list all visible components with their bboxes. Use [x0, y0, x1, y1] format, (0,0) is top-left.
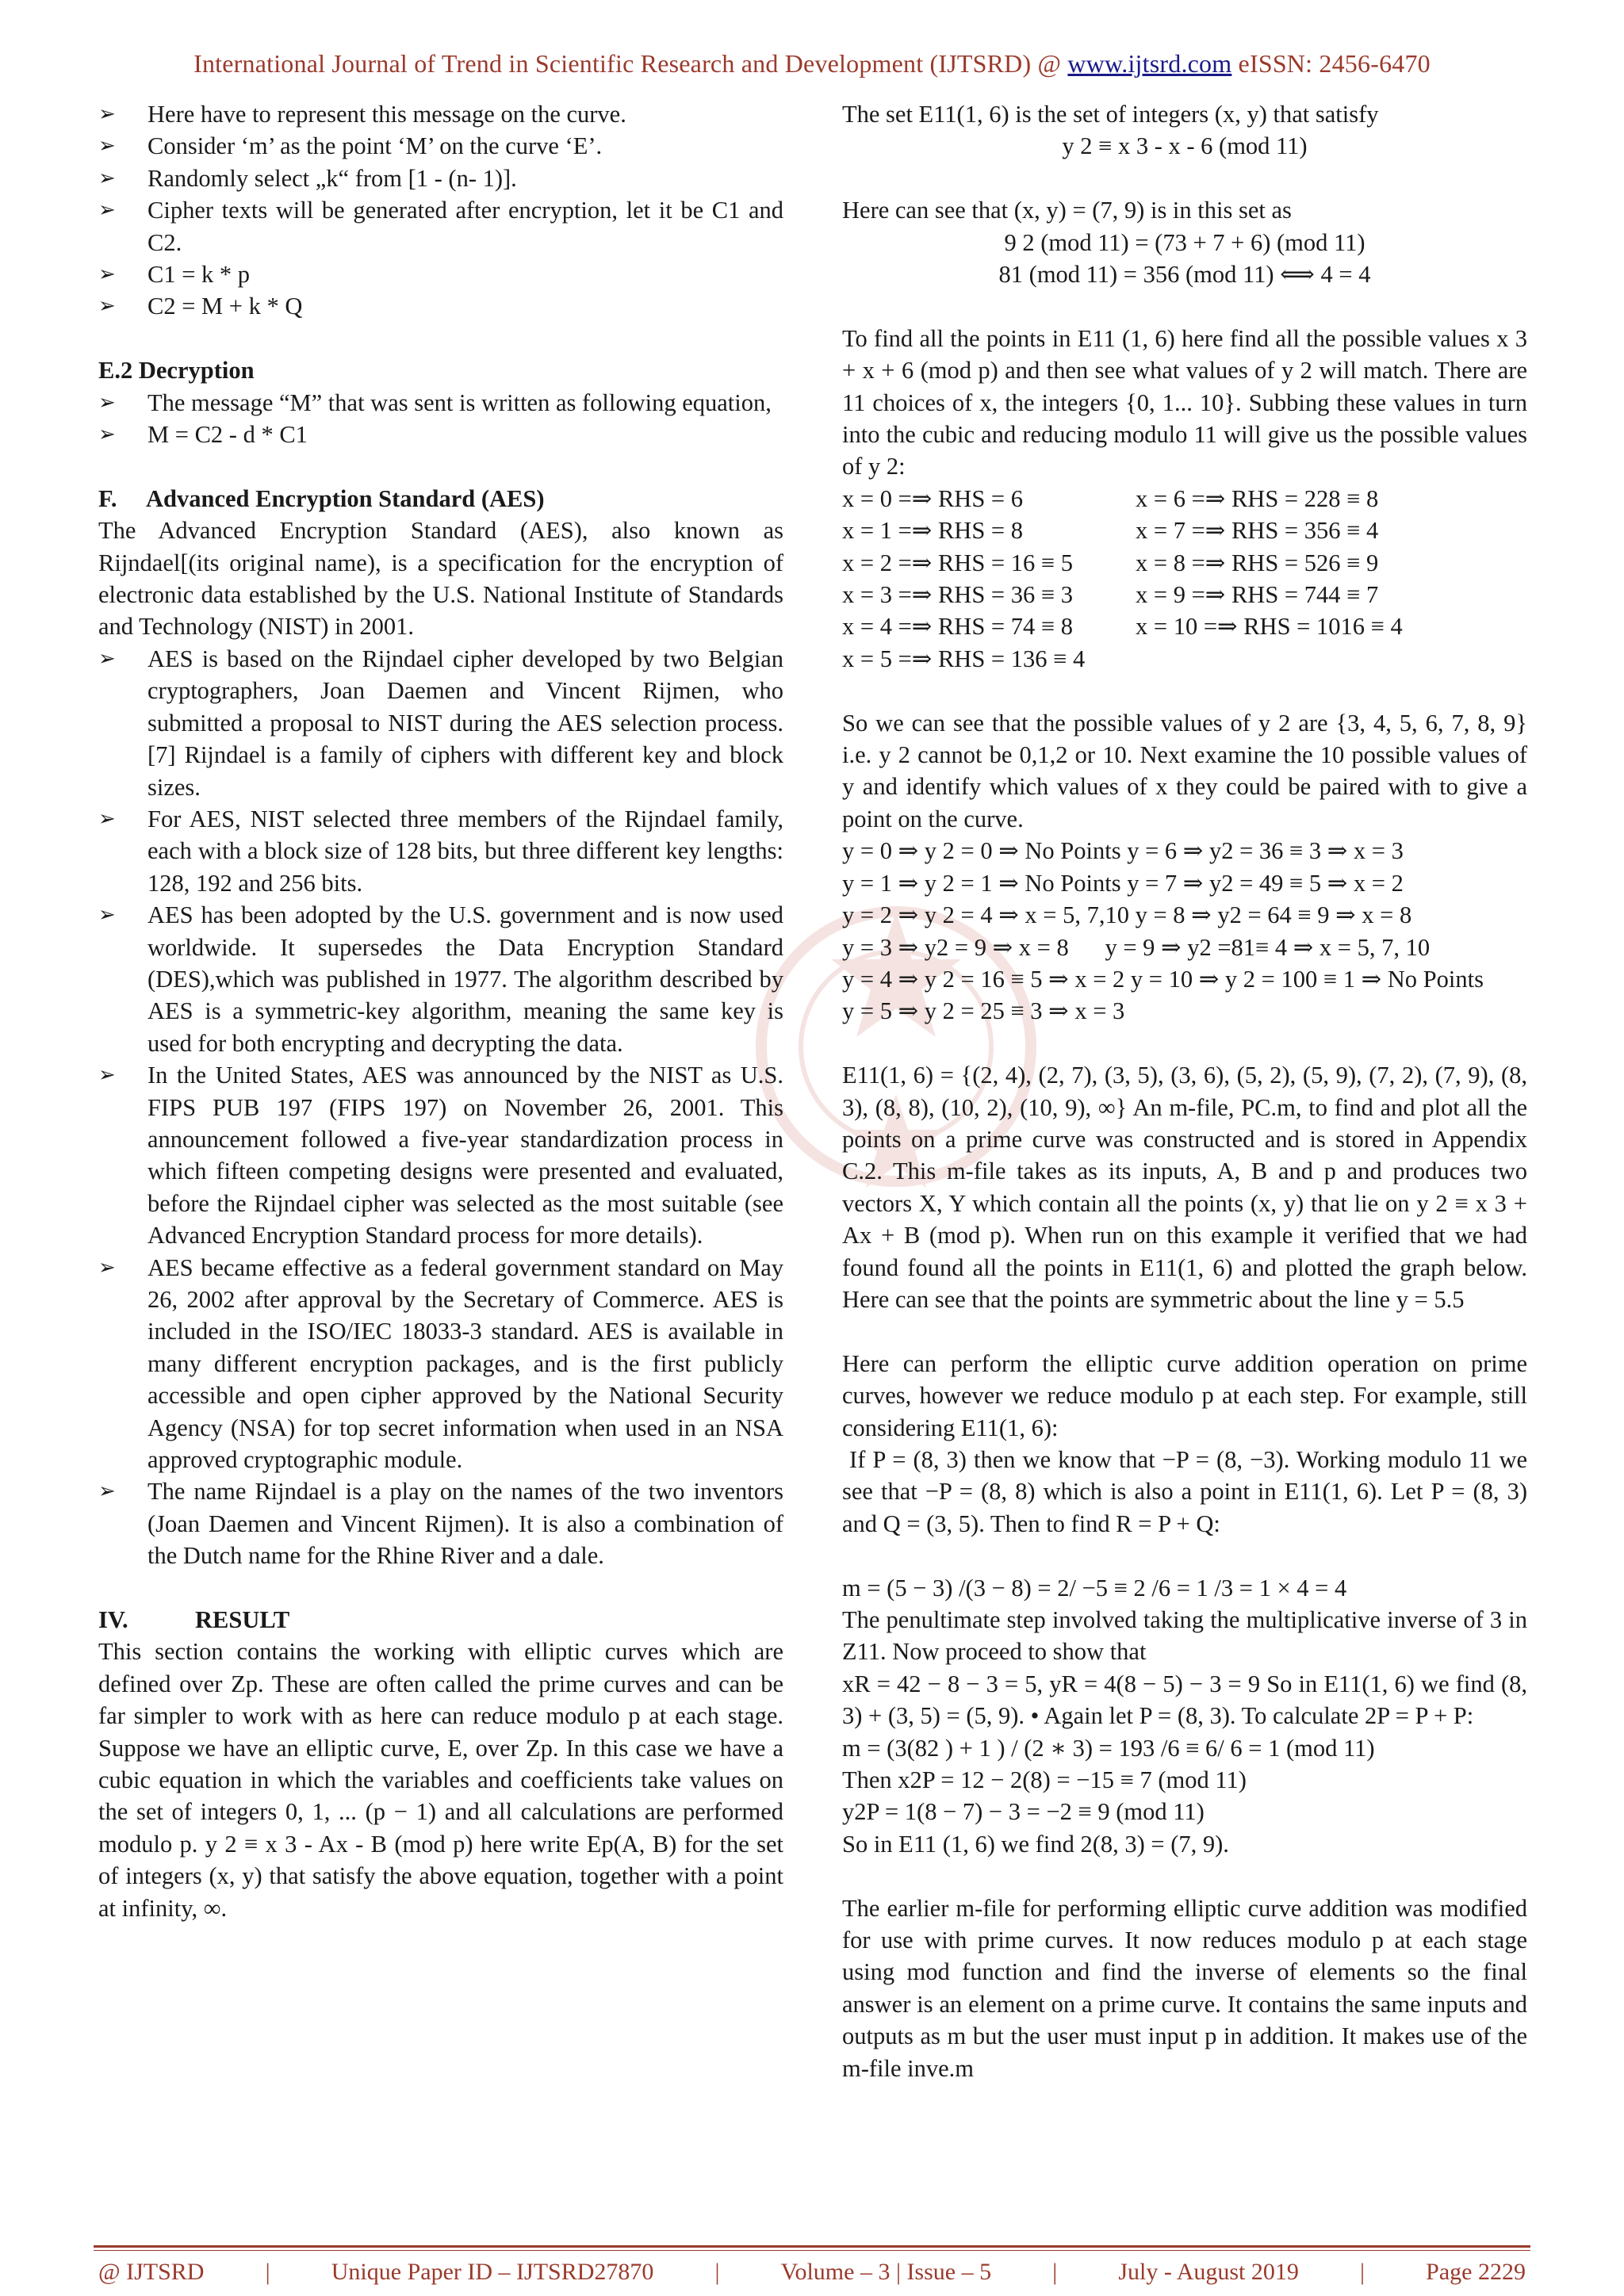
- arrow-bullet-icon: ➢: [98, 262, 116, 287]
- list-item: ➢ C2 = M + k * Q: [98, 290, 783, 322]
- list-item: ➢ In the United States, AES was announced by the NIST as U.S. FIPS PUB 197 (FIPS 197) on November 26, 2001. This announcement followed a five-year standardization process in which fifteen competing designs were presented and evaluated, before the Rijndael cipher was selected as the most suitable (see Advanced Encryption Standard process for more details).: [98, 1059, 783, 1251]
- journal-title: International Journal of Trend in Scientific Research and Development (IJTSRD) @: [193, 49, 1068, 78]
- list-item: ➢ For AES, NIST selected three members of the Rijndael family, each with a block size of 128 bits, but three different key lengths: 128, 192 and 256 bits.: [98, 803, 783, 899]
- equation-line: y = 5 ⇒ y 2 = 25 ≡ 3 ⇒ x = 3: [842, 997, 1125, 1025]
- footer-date: July - August 2019: [1118, 2259, 1299, 2285]
- equation-line: y = 1 ⇒ y 2 = 1 ⇒ No Points y = 7 ⇒ y2 = 49 ≡ 5 ⇒ x = 2: [842, 869, 1404, 897]
- arrow-bullet-icon: ➢: [98, 903, 116, 928]
- left-column: [98, 98, 783, 1924]
- table-row: x = 0 =⇒ RHS = 6 x = 6 =⇒ RHS = 228 ≡ 8: [842, 484, 1379, 512]
- equation-line: y = 4 ⇒ y 2 = 16 ≡ 5 ⇒ x = 2 y = 10 ⇒ y 2 = 100 ≡ 1 ⇒ No Points: [842, 965, 1484, 993]
- footer-divider: [94, 2245, 1530, 2248]
- paragraph: The set E11(1, 6) is the set of integers (x, y) that satisfy: [842, 101, 1379, 128]
- journal-issn: eISSN: 2456-6470: [1231, 49, 1431, 78]
- footer-divider: [94, 2250, 1530, 2251]
- paragraph: If P = (8, 3) then we know that −P = (8, −3). Working modulo 11 we see that −P = (8, 8) which is also a point in E11(1, 6). Let P = (8, 3) and Q = (3, 5). Then to find R = P + Q:: [842, 1445, 1534, 1537]
- list-item: ➢ AES is based on the Rijndael cipher developed by two Belgian cryptographers, Joan Daemen and Vincent Rijmen, who submitted a proposal to NIST during the AES selection process.[7] Rijndael is a family of ciphers with different key and block sizes.: [98, 643, 783, 803]
- arrow-bullet-icon: ➢: [98, 134, 116, 159]
- paragraph: E11(1, 6) = {(2, 4), (2, 7), (3, 5), (3, 6), (5, 2), (5, 9), (7, 2), (7, 9), (8, 3), (8, 8), (10, 2), (10, 9), ∞} An m-file, PC.m, to find and plot all the points on a prime curve was constructed and is stored in Appendix C.2. This m-file takes as its inputs, A, B and p and produces two vectors X, Y which contain all the points (x, y) that lie on y 2 ≡ x 3 + Ax + B (mod p). When run on this example it verified that we had found found all the points in E11(1, 6) and plotted the graph below. Here can see that the points are symmetric about the line y = 5.5: [842, 1062, 1527, 1313]
- arrow-bullet-icon: ➢: [98, 198, 116, 223]
- arrow-bullet-icon: ➢: [98, 102, 116, 126]
- journal-url-link[interactable]: www.ijtsrd.com: [1067, 49, 1232, 78]
- arrow-bullet-icon: ➢: [98, 423, 116, 447]
- list-item: ➢ Here have to represent this message on the curve.: [98, 98, 783, 130]
- list-item: ➢ Randomly select „k“ from [1 - (n- 1)].: [98, 163, 783, 194]
- paragraph: So we can see that the possible values of y 2 are {3, 4, 5, 6, 7, 8, 9} i.e. y 2 cannot be 0,1,2 or 10. Next examine the 10 possible values of y and identify which values of x they could be paired with to give a point on the curve.: [842, 709, 1527, 832]
- footer-separator: |: [714, 2259, 720, 2285]
- equation-line: y = 0 ⇒ y 2 = 0 ⇒ No Points y = 6 ⇒ y2 = 36 ≡ 3 ⇒ x = 3: [842, 837, 1404, 865]
- equation: m = (3(82 ) + 1 ) / (2 ∗ 3) = 193 /6 ≡ 6/ 6 = 1 (mod 11): [842, 1734, 1375, 1762]
- list-item: ➢ M = C2 - d * C1: [98, 419, 783, 450]
- paragraph: The Advanced Encryption Standard (AES), also known as Rijndael[(its original name), is a specification for the encryption of electronic data established by the U.S. National Institute of Standards and Technology (NIST) in 2001.: [98, 517, 783, 641]
- section-heading: E.2 Decryption: [98, 357, 255, 385]
- table-row: x = 2 =⇒ RHS = 16 ≡ 5 x = 8 =⇒ RHS = 526 ≡ 9: [842, 549, 1379, 576]
- paragraph: Here can perform the elliptic curve addition operation on prime curves, however we reduce modulo p at each step. For example, still considering E11(1, 6):: [842, 1349, 1527, 1441]
- arrow-bullet-icon: ➢: [98, 166, 116, 190]
- equation: Then x2P = 12 − 2(8) = −15 ≡ 7 (mod 11): [842, 1766, 1247, 1794]
- paragraph: This section contains the working with elliptic curves which are defined over Zp. These are often called the prime curves and can be far simpler to work with as here can reduce modulo p at each stage. Suppose we have an elliptic curve, E, over Zp. In this case we have a cubic equation in which the variables and coefficients take values on the set of integers 0, 1, ... (p − 1) and all calculations are performed modulo p. y 2 ≡ x 3 - Ax - B (mod p) here write Ep(A, B) for the set of integers (x, y) that satisfy the above equation, together with a point at infinity, ∞.: [98, 1638, 783, 1922]
- equation: y2P = 1(8 − 7) − 3 = −2 ≡ 9 (mod 11): [842, 1798, 1205, 1826]
- arrow-bullet-icon: ➢: [98, 806, 116, 831]
- equation-line: y = 3 ⇒ y2 = 9 ⇒ x = 8 y = 9 ⇒ y2 =81≡ 4 ⇒ x = 5, 7, 10: [842, 933, 1431, 961]
- section-heading: IV. RESULT: [98, 1606, 290, 1634]
- paragraph: Here can see that (x, y) = (7, 9) is in this set as: [842, 197, 1292, 224]
- footer-paper-id: Unique Paper ID – IJTSRD27870: [331, 2259, 654, 2285]
- arrow-bullet-icon: ➢: [98, 1479, 116, 1504]
- journal-header: [0, 49, 1624, 78]
- section-heading: F. Advanced Encryption Standard (AES): [98, 484, 545, 512]
- footer-page-number: Page 2229: [1426, 2259, 1526, 2285]
- arrow-bullet-icon: ➢: [98, 1255, 116, 1280]
- arrow-bullet-icon: ➢: [98, 294, 116, 319]
- table-row: x = 5 =⇒ RHS = 136 ≡ 4: [842, 645, 1086, 672]
- equation: 9 2 (mod 11) = (73 + 7 + 6) (mod 11): [1004, 228, 1365, 256]
- list-item: ➢ C1 = k * p: [98, 258, 783, 290]
- list-item: ➢ The name Rijndael is a play on the names of the two inventors (Joan Daemen and Vincent Rijmen). It is also a combination of the Dutch name for the Rhine River and a dale.: [98, 1475, 783, 1571]
- paragraph: xR = 42 − 8 − 3 = 5, yR = 4(8 − 5) − 3 = 9 So in E11(1, 6) we find (8, 3) + (3, 5) = (5, 9). • Again let P = (8, 3). To calculate 2P = P + P:: [842, 1670, 1527, 1730]
- footer-separator: |: [265, 2259, 270, 2285]
- arrow-bullet-icon: ➢: [98, 1063, 116, 1088]
- list-item: ➢ Consider ‘m’ as the point ‘M’ on the curve ‘E’.: [98, 130, 783, 162]
- right-column: [842, 98, 1534, 2084]
- table-row: x = 3 =⇒ RHS = 36 ≡ 3 x = 9 =⇒ RHS = 744 ≡ 7: [842, 581, 1379, 609]
- list-item: ➢ Cipher texts will be generated after encryption, let it be C1 and C2.: [98, 194, 783, 258]
- paragraph: The earlier m-file for performing elliptic curve addition was modified for use with prime curves. It now reduces modulo p at each stage using mod function and find the inverse of elements so the final answer is an element on a prime curve. It contains the same inputs and outputs as m but the user must input p in addition. It makes use of the m-file inve.m: [842, 1894, 1527, 2082]
- equation: m = (5 − 3) /(3 − 8) = 2/ −5 ≡ 2 /6 = 1 /3 = 1 × 4 = 4: [842, 1574, 1347, 1601]
- arrow-bullet-icon: ➢: [98, 646, 116, 671]
- footer-brand: @ IJTSRD: [98, 2259, 205, 2285]
- list-item: ➢ The message “M” that was sent is written as following equation,: [98, 387, 783, 419]
- footer-separator: |: [1360, 2259, 1365, 2285]
- table-row: x = 1 =⇒ RHS = 8 x = 7 =⇒ RHS = 356 ≡ 4: [842, 517, 1379, 545]
- equation: 81 (mod 11) = 356 (mod 11) ⟺ 4 = 4: [998, 261, 1371, 289]
- footer-separator: |: [1052, 2259, 1058, 2285]
- paragraph: The penultimate step involved taking the multiplicative inverse of 3 in Z11. Now proceed to show that: [842, 1606, 1527, 1666]
- table-row: x = 4 =⇒ RHS = 74 ≡ 8 x = 10 =⇒ RHS = 1016 ≡ 4: [842, 613, 1403, 641]
- paragraph: So in E11 (1, 6) we find 2(8, 3) = (7, 9).: [842, 1830, 1229, 1858]
- arrow-bullet-icon: ➢: [98, 390, 116, 415]
- paragraph: To find all the points in E11 (1, 6) here find all the possible values x 3 + x + 6 (mod p) and then see what values of y 2 will match. There are 11 choices of x, the integers {0, 1... 10}. Subbing these values in turn into the cubic and reducing modulo 11 will give us the possible values of y 2:: [842, 324, 1527, 480]
- page-footer: [98, 2256, 1526, 2288]
- equation-line: y = 2 ⇒ y 2 = 4 ⇒ x = 5, 7,10 y = 8 ⇒ y2 = 64 ≡ 9 ⇒ x = 8: [842, 901, 1412, 929]
- list-item: ➢ AES became effective as a federal government standard on May 26, 2002 after approval by the Secretary of Commerce. AES is included in the ISO/IEC 18033-3 standard. AES is available in many different encryption packages, and is the first publicly accessible and open cipher approved by the National Security Agency (NSA) for top secret information when used in an NSA approved cryptographic module.: [98, 1252, 783, 1476]
- equation: y 2 ≡ x 3 - x - 6 (mod 11): [1062, 132, 1308, 160]
- footer-volume: Volume – 3 | Issue – 5: [780, 2259, 992, 2285]
- list-item: ➢ AES has been adopted by the U.S. government and is now used worldwide. It supersedes the Data Encryption Standard (DES),which was published in 1977. The algorithm described by AES is a symmetric-key algorithm, meaning the same key is used for both encrypting and decrypting the data.: [98, 899, 783, 1059]
